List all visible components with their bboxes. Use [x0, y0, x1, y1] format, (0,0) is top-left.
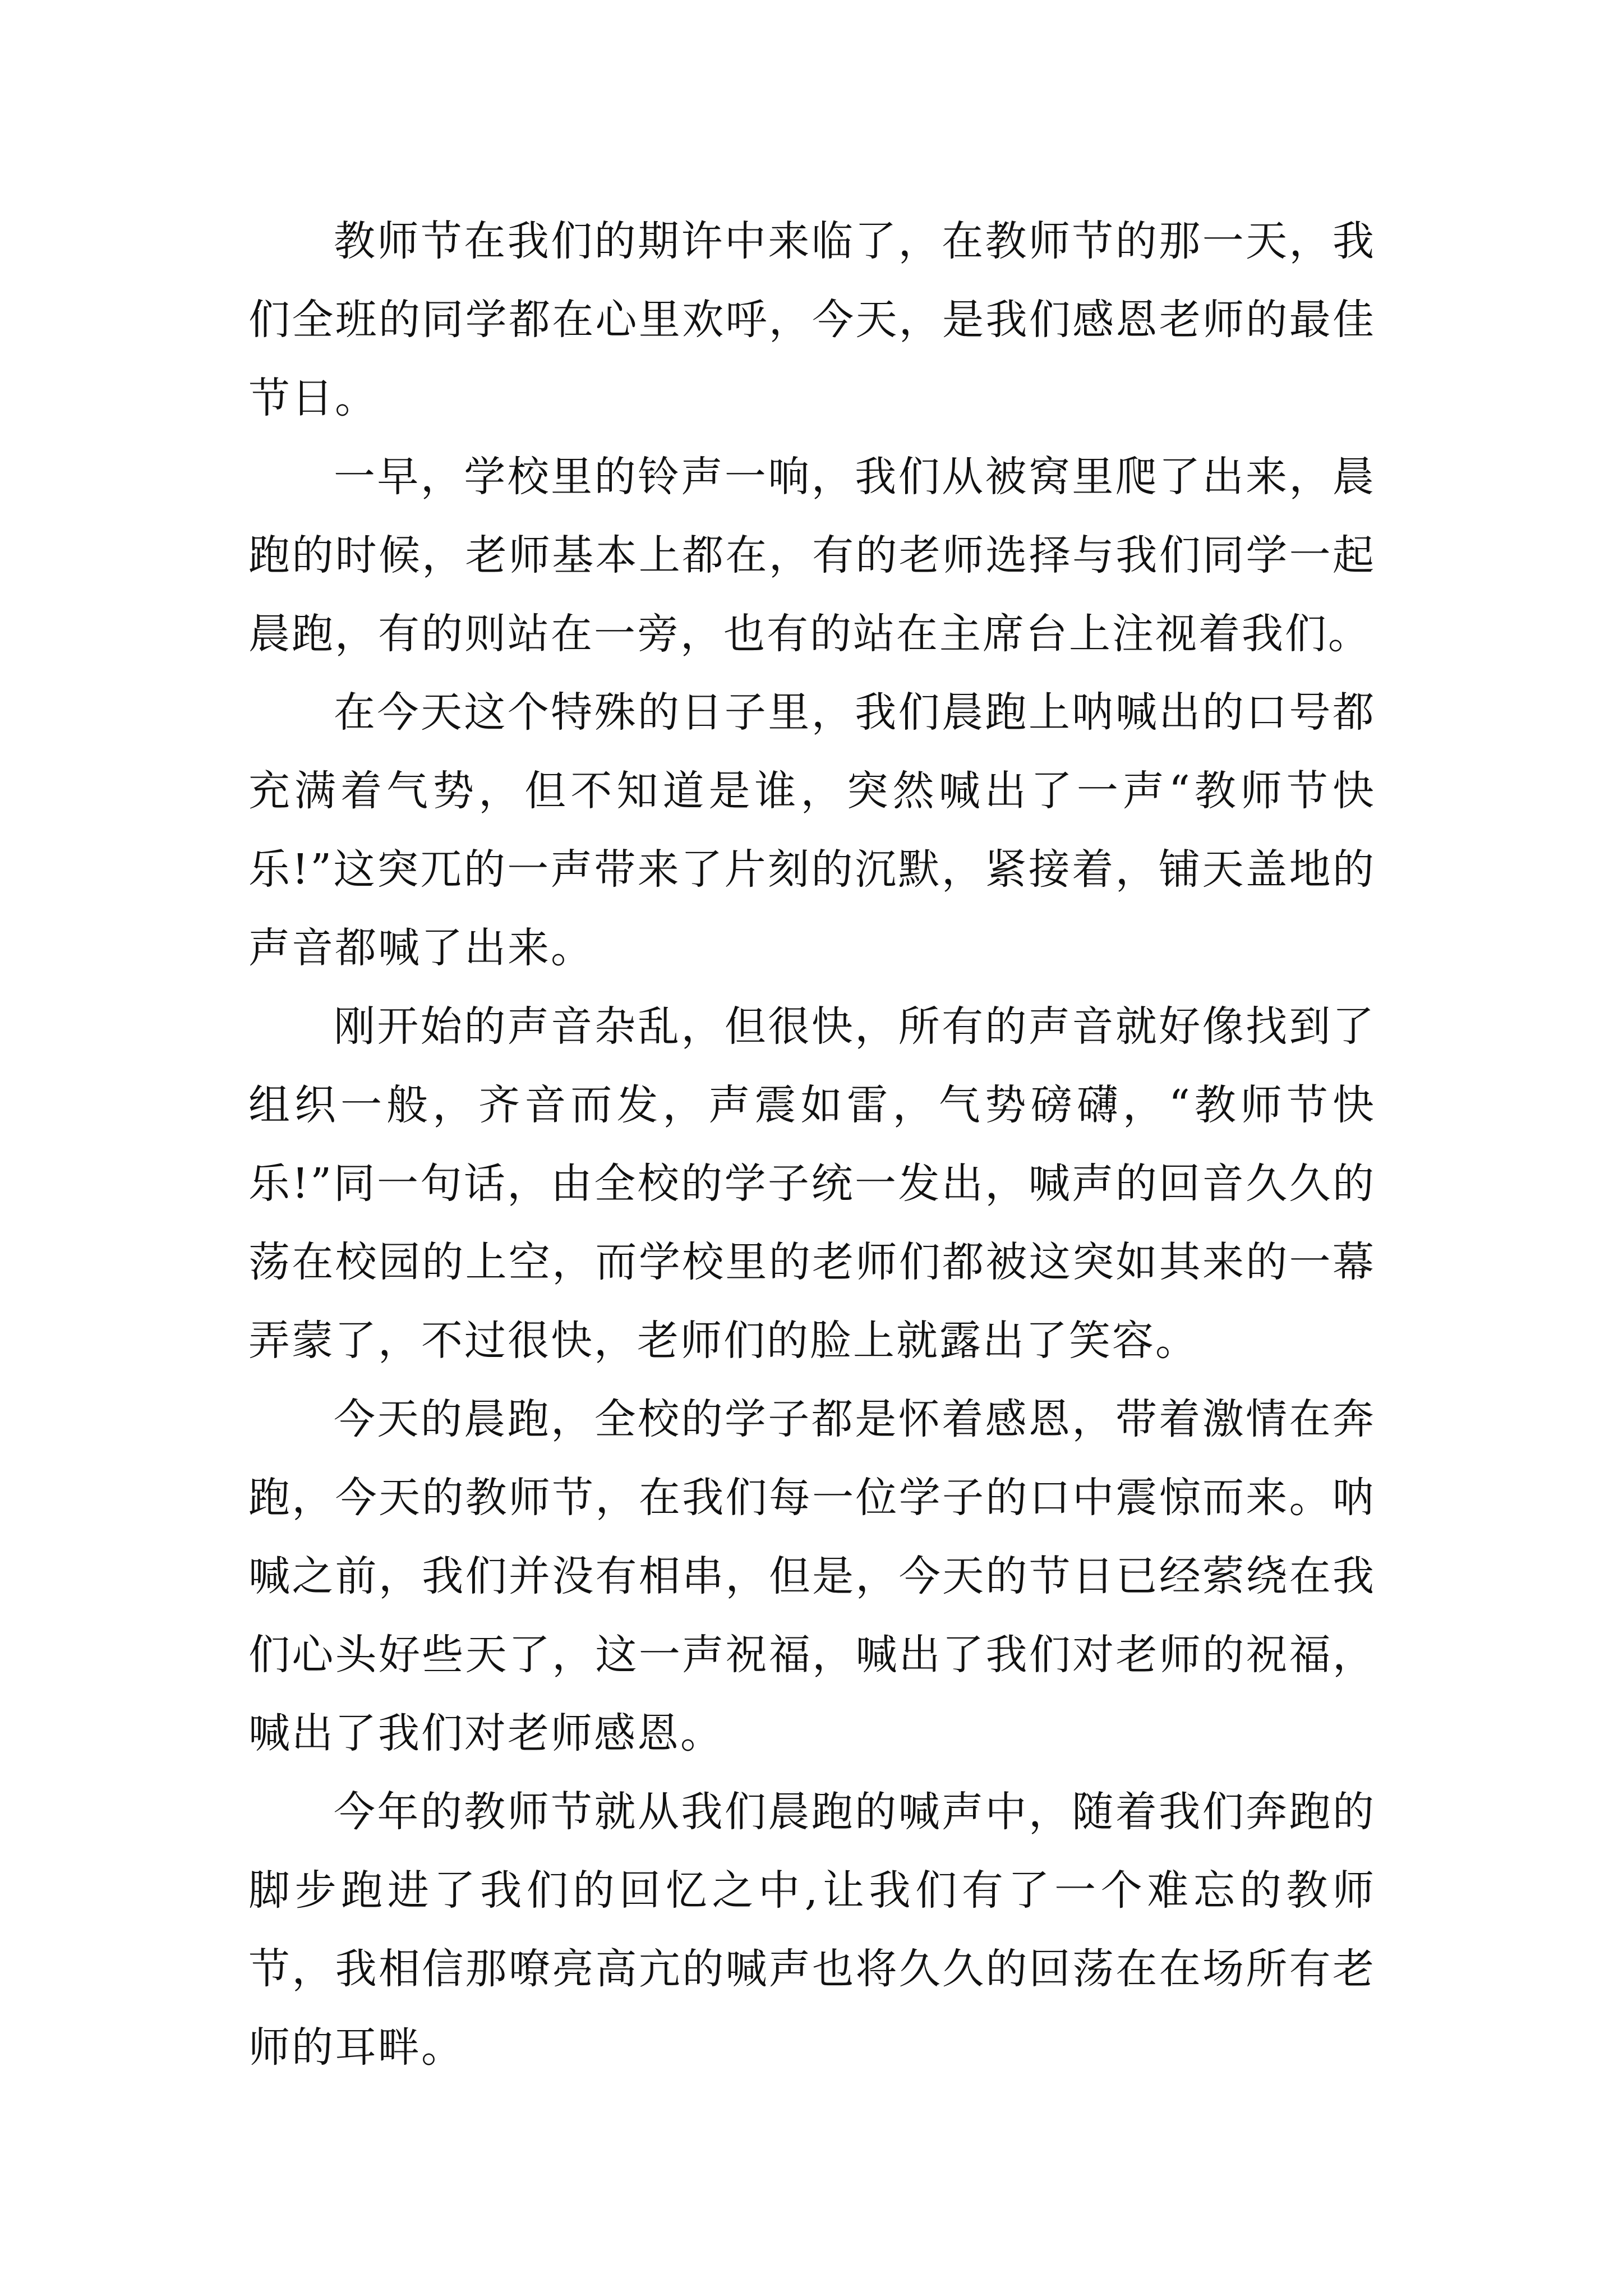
paragraph-3: 在今天这个特殊的日子里，我们晨跑上呐喊出的口号都充满着气势，但不知道是谁，突然喊出了一声“教师节快乐!”这突兀的一声带来了片刻的沉默，紧接着，铺天盖地的声音都喊了出来。 [248, 688, 1376, 972]
paragraph-1: 教师节在我们的期许中来临了，在教师节的那一天，我们全班的同学都在心里欢呼，今天，是我们感恩老师的最佳节日。 [248, 217, 1376, 422]
paragraph-5: 今天的晨跑，全校的学子都是怀着感恩，带着激情在奔跑，今天的教师节，在我们每一位学子的口中震惊而来。呐喊之前，我们并没有相串，但是，今天的节日已经萦绕在我们心头好些天了，这一声祝福，喊出了我们对老师的祝福，喊出了我们对老师感恩。 [248, 1395, 1376, 1757]
document-body [248, 202, 1376, 2087]
paragraph-4: 刚开始的声音杂乱，但很快，所有的声音就好像找到了组织一般，齐音而发，声震如雷，气势磅礴，“教师节快乐!”同一句话，由全校的学子统一发出，喊声的回音久久的荡在校园的上空，而学校里的老师们都被这突如其来的一幕弄蒙了，不过很快，老师们的脸上就露出了笑容。 [248, 1002, 1376, 1365]
paragraph-2: 一早，学校里的铃声一响，我们从被窝里爬了出来，晨跑的时候，老师基本上都在，有的老师选择与我们同学一起晨跑，有的则站在一旁，也有的站在主席台上注视着我们。 [248, 453, 1376, 658]
paragraph-6: 今年的教师节就从我们晨跑的喊声中，随着我们奔跑的脚步跑进了我们的回忆之中,让我们有了一个难忘的教师节，我相信那嘹亮高亢的喊声也将久久的回荡在在场所有老师的耳畔。 [248, 1788, 1376, 2072]
